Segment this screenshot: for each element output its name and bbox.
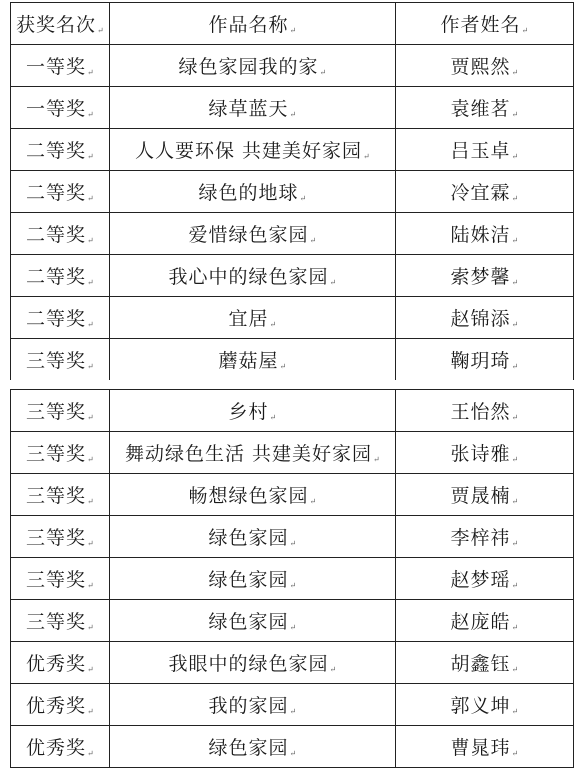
row-rank: 三等奖 — [25, 611, 86, 633]
row-title: 宜居 — [228, 308, 269, 330]
row-author: 冷宜霖 — [450, 182, 511, 204]
paragraph-mark: ↵ — [87, 707, 95, 716]
header-author-cell — [396, 3, 574, 45]
row-title: 蘑菇屋 — [218, 350, 279, 372]
paragraph-mark: ↵ — [87, 152, 95, 161]
rank-cell — [11, 213, 110, 255]
paragraph-mark: ↵ — [511, 278, 520, 287]
author-cell — [396, 129, 574, 171]
row-rank: 二等奖 — [25, 224, 86, 246]
title-cell — [110, 297, 396, 339]
paragraph-mark: ↵ — [511, 194, 520, 203]
rank-cell — [11, 390, 110, 432]
row-rank: 二等奖 — [25, 266, 86, 288]
row-rank: 三等奖 — [25, 527, 86, 549]
header-rank-cell — [11, 3, 110, 45]
row-author: 赵庞皓 — [450, 611, 511, 633]
row-author: 吕玉卓 — [450, 140, 511, 162]
table-row — [11, 432, 574, 474]
row-title: 爱惜绿色家园 — [188, 224, 309, 246]
awards-table-part-1 — [10, 2, 574, 381]
row-title: 绿色家园 — [208, 569, 289, 591]
rank-cell — [11, 171, 110, 213]
row-author: 王怡然 — [450, 401, 511, 423]
row-title: 畅想绿色家园 — [188, 485, 309, 507]
row-author: 贾晟楠 — [450, 485, 511, 507]
row-author: 鞠玥琦 — [450, 350, 511, 372]
title-cell — [110, 171, 396, 213]
row-title: 我眼中的绿色家园 — [168, 653, 329, 675]
author-cell — [396, 642, 574, 684]
paragraph-mark: ↵ — [373, 455, 381, 464]
page-break-gap — [0, 380, 584, 388]
rank-cell — [11, 516, 110, 558]
title-cell — [110, 129, 396, 171]
title-cell — [110, 339, 396, 381]
author-cell — [396, 213, 574, 255]
table-row — [11, 129, 574, 171]
table-row — [11, 684, 574, 726]
author-cell — [396, 558, 574, 600]
title-cell — [110, 600, 396, 642]
paragraph-mark: ↵ — [289, 539, 298, 548]
row-rank: 三等奖 — [25, 443, 86, 465]
table-row — [11, 642, 574, 684]
paragraph-mark: ↵ — [279, 362, 288, 371]
paragraph-mark: ↵ — [87, 194, 95, 203]
row-author: 赵梦瑶 — [450, 569, 511, 591]
paragraph-mark: ↵ — [269, 413, 278, 422]
table-row — [11, 87, 574, 129]
row-rank: 优秀奖 — [25, 653, 86, 675]
paragraph-mark: ↵ — [511, 455, 520, 464]
rank-cell — [11, 87, 110, 129]
table-row — [11, 390, 574, 432]
paragraph-mark: ↵ — [309, 236, 318, 245]
paragraph-mark: ↵ — [87, 362, 95, 371]
row-rank: 三等奖 — [25, 485, 86, 507]
paragraph-mark: ↵ — [511, 68, 520, 77]
paragraph-mark: ↵ — [97, 26, 105, 35]
title-cell — [110, 213, 396, 255]
rank-cell — [11, 642, 110, 684]
paragraph-mark: ↵ — [87, 665, 95, 674]
paragraph-mark: ↵ — [87, 413, 95, 422]
paragraph-mark: ↵ — [289, 749, 298, 758]
row-author: 张诗雅 — [450, 443, 511, 465]
title-cell — [110, 516, 396, 558]
header-title: 作品名称 — [208, 14, 289, 36]
row-author: 赵锦添 — [450, 308, 511, 330]
paragraph-mark: ↵ — [289, 707, 298, 716]
paragraph-mark: ↵ — [87, 749, 95, 758]
title-cell — [110, 432, 396, 474]
paragraph-mark: ↵ — [511, 362, 520, 371]
row-rank: 优秀奖 — [25, 737, 86, 759]
paragraph-mark: ↵ — [511, 707, 520, 716]
paragraph-mark: ↵ — [309, 497, 318, 506]
paragraph-mark: ↵ — [511, 665, 520, 674]
paragraph-mark: ↵ — [87, 236, 95, 245]
paragraph-mark: ↵ — [511, 749, 520, 758]
table-row — [11, 297, 574, 339]
author-cell — [396, 87, 574, 129]
rank-cell — [11, 600, 110, 642]
paragraph-mark: ↵ — [87, 497, 95, 506]
rank-cell — [11, 45, 110, 87]
header-row — [11, 3, 574, 45]
paragraph-mark: ↵ — [511, 236, 520, 245]
rank-cell — [11, 474, 110, 516]
paragraph-mark: ↵ — [363, 152, 371, 161]
paragraph-mark: ↵ — [269, 320, 278, 329]
row-rank: 一等奖 — [25, 98, 86, 120]
table-body-1 — [11, 45, 574, 381]
row-title: 我心中的绿色家园 — [168, 266, 329, 288]
author-cell — [396, 297, 574, 339]
author-cell — [396, 255, 574, 297]
rank-cell — [11, 255, 110, 297]
row-title: 绿色家园 — [208, 737, 289, 759]
paragraph-mark: ↵ — [87, 110, 95, 119]
paragraph-mark: ↵ — [521, 26, 530, 35]
author-cell — [396, 390, 574, 432]
author-cell — [396, 474, 574, 516]
paragraph-mark: ↵ — [87, 455, 95, 464]
paragraph-mark: ↵ — [511, 497, 520, 506]
row-title: 舞动绿色生活 共建美好家园 — [124, 443, 373, 465]
author-cell — [396, 684, 574, 726]
row-rank: 一等奖 — [25, 56, 86, 78]
row-author: 袁维茗 — [450, 98, 511, 120]
table-row — [11, 516, 574, 558]
title-cell — [110, 255, 396, 297]
paragraph-mark: ↵ — [87, 68, 95, 77]
table-row — [11, 726, 574, 768]
paragraph-mark: ↵ — [329, 665, 338, 674]
awards-table-part-2 — [10, 389, 574, 768]
author-cell — [396, 726, 574, 768]
rank-cell — [11, 726, 110, 768]
row-author: 索梦馨 — [450, 266, 511, 288]
paragraph-mark: ↵ — [87, 623, 95, 632]
title-cell — [110, 684, 396, 726]
table-row — [11, 339, 574, 381]
title-cell — [110, 642, 396, 684]
paragraph-mark: ↵ — [87, 581, 95, 590]
table-row — [11, 558, 574, 600]
paragraph-mark: ↵ — [511, 152, 520, 161]
author-cell — [396, 516, 574, 558]
row-rank: 二等奖 — [25, 308, 86, 330]
paragraph-mark: ↵ — [289, 110, 298, 119]
paragraph-mark: ↵ — [299, 194, 308, 203]
row-author: 郭义坤 — [450, 695, 511, 717]
paragraph-mark: ↵ — [511, 413, 520, 422]
row-rank: 二等奖 — [25, 182, 86, 204]
paragraph-mark: ↵ — [87, 320, 95, 329]
table-header — [11, 3, 574, 45]
title-cell — [110, 474, 396, 516]
paragraph-mark: ↵ — [87, 278, 95, 287]
header-title-cell — [110, 3, 396, 45]
row-rank: 三等奖 — [25, 350, 86, 372]
author-cell — [396, 432, 574, 474]
paragraph-mark: ↵ — [511, 320, 520, 329]
header-author: 作者姓名 — [440, 14, 521, 36]
rank-cell — [11, 432, 110, 474]
row-title: 乡村 — [228, 401, 269, 423]
rank-cell — [11, 129, 110, 171]
row-title: 人人要环保 共建美好家园 — [134, 140, 363, 162]
rank-cell — [11, 297, 110, 339]
table-row — [11, 600, 574, 642]
author-cell — [396, 600, 574, 642]
row-title: 绿色家园 — [208, 527, 289, 549]
row-author: 贾熙然 — [450, 56, 511, 78]
title-cell — [110, 45, 396, 87]
title-cell — [110, 726, 396, 768]
paragraph-mark: ↵ — [511, 110, 520, 119]
row-rank: 二等奖 — [25, 140, 86, 162]
row-title: 绿色家园 — [208, 611, 289, 633]
rank-cell — [11, 339, 110, 381]
row-author: 胡鑫钰 — [450, 653, 511, 675]
row-author: 陆姝洁 — [450, 224, 511, 246]
table-row — [11, 474, 574, 516]
rank-cell — [11, 684, 110, 726]
table-row — [11, 171, 574, 213]
row-rank: 三等奖 — [25, 401, 86, 423]
row-rank: 三等奖 — [25, 569, 86, 591]
author-cell — [396, 171, 574, 213]
author-cell — [396, 339, 574, 381]
paragraph-mark: ↵ — [319, 68, 328, 77]
paragraph-mark: ↵ — [289, 26, 298, 35]
row-title: 我的家园 — [208, 695, 289, 717]
row-rank: 优秀奖 — [25, 695, 86, 717]
title-cell — [110, 390, 396, 432]
table-row — [11, 45, 574, 87]
title-cell — [110, 558, 396, 600]
title-cell — [110, 87, 396, 129]
row-title: 绿草蓝天 — [208, 98, 289, 120]
row-title: 绿色家园我的家 — [178, 56, 319, 78]
row-title: 绿色的地球 — [198, 182, 299, 204]
table-row — [11, 213, 574, 255]
paragraph-mark: ↵ — [511, 623, 520, 632]
paragraph-mark: ↵ — [329, 278, 338, 287]
row-author: 曹晁玮 — [450, 737, 511, 759]
table-row — [11, 255, 574, 297]
paragraph-mark: ↵ — [511, 581, 520, 590]
paragraph-mark: ↵ — [87, 539, 95, 548]
paragraph-mark: ↵ — [289, 581, 298, 590]
header-rank: 获奖名次 — [15, 14, 96, 36]
row-author: 李梓祎 — [450, 527, 511, 549]
author-cell — [396, 45, 574, 87]
paragraph-mark: ↵ — [511, 539, 520, 548]
paragraph-mark: ↵ — [289, 623, 298, 632]
table-body-2 — [11, 390, 574, 768]
rank-cell — [11, 558, 110, 600]
